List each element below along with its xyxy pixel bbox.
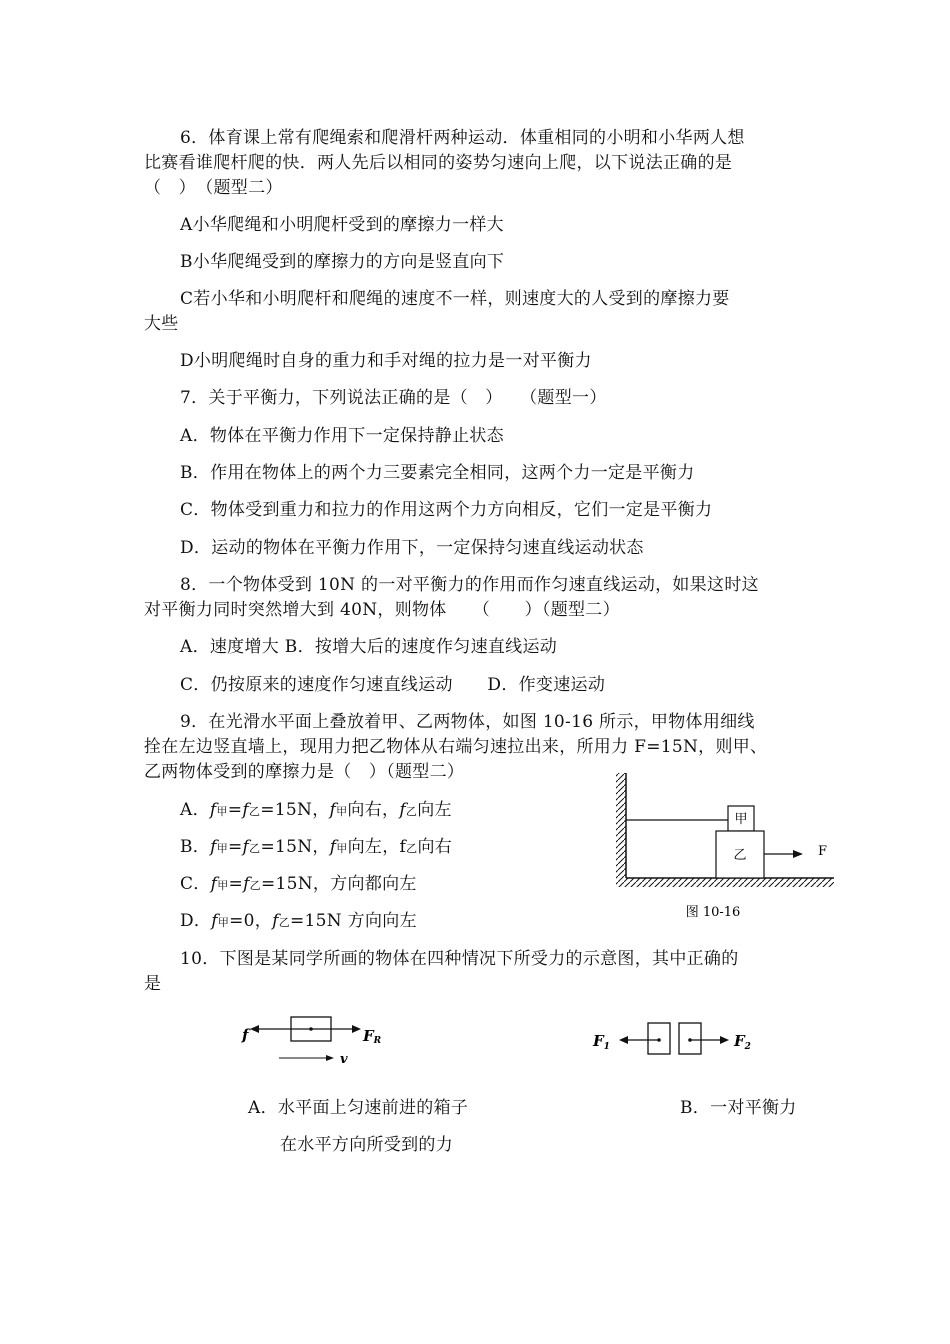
figure-b-F2-label: $F_2$ bbox=[734, 1032, 751, 1052]
q8-options-ab: A．速度增大 B．按增大后的速度作匀速直线运动 bbox=[180, 637, 558, 657]
q7-option-a: A．物体在平衡力作用下一定保持静止状态 bbox=[180, 426, 504, 446]
q7-option-b: B．作用在物体上的两个力三要素完全相同，这两个力一定是平衡力 bbox=[180, 463, 695, 483]
q8-stem-line2: 对平衡力同时突然增大到 40N，则物体 （ ）（题型二） bbox=[144, 600, 620, 620]
figure-caption: 图 10-16 bbox=[685, 905, 741, 920]
q9-option-d: D．f甲=0，f乙=15N 方向向左 bbox=[180, 911, 417, 931]
q10-caption-a-line1: A．水平面上匀速前进的箱子 bbox=[248, 1098, 469, 1118]
q8-options-cd: C．仍按原来的速度作匀速直线运动 D．作变速运动 bbox=[180, 675, 606, 695]
q9-option-c: C．f甲=f乙=15N，方向都向左 bbox=[180, 874, 417, 894]
q6-stem-line2: 比赛看谁爬杆爬的快．两人先后以相同的姿势匀速向上爬，以下说法正确的是 bbox=[144, 153, 733, 173]
q10-caption-b: B．一对平衡力 bbox=[680, 1098, 797, 1118]
q10-caption-a-line2: 在水平方向所受到的力 bbox=[280, 1135, 453, 1155]
q7-stem: 7．关于平衡力，下列说法正确的是（ ） （题型一） bbox=[180, 388, 607, 408]
q10-stem-line1: 10．下图是某同学所画的物体在四种情况下所受力的示意图，其中正确的 bbox=[180, 949, 739, 969]
q9-stem-line2: 拴在左边竖直墙上，现用力把乙物体从右端匀速拉出来，所用力 F=15N，则甲、 bbox=[144, 737, 768, 757]
force-label: F bbox=[818, 844, 828, 859]
figure-b-F1-label: $F_1$ bbox=[593, 1032, 610, 1052]
q9-option-b: B．f甲=f乙=15N，f甲向左，f乙向右 bbox=[180, 837, 453, 857]
q6-stem-line1: 6．体育课上常有爬绳索和爬滑杆两种运动．体重相同的小明和小华两人想 bbox=[180, 128, 745, 148]
q7-option-d: D．运动的物体在平衡力作用下，一定保持匀速直线运动状态 bbox=[180, 538, 644, 558]
q8-stem-line1: 8．一个物体受到 10N 的一对平衡力的作用而作匀速直线运动，如果这时这 bbox=[180, 575, 759, 595]
q6-option-b: B小华爬绳受到的摩擦力的方向是竖直向下 bbox=[180, 252, 505, 272]
q6-option-c-line2: 大些 bbox=[144, 314, 179, 334]
q6-option-a: A小华爬绳和小明爬杆受到的摩擦力一样大 bbox=[180, 215, 504, 235]
q6-stem-line3: （ ） （题型二） bbox=[144, 178, 283, 198]
figure-a-F-label: FR bbox=[363, 1027, 382, 1046]
q9-stem-line3: 乙两物体受到的摩擦力是（ ）（题型二） bbox=[144, 762, 465, 782]
q7-option-c: C．物体受到重力和拉力的作用这两个力方向相反，它们一定是平衡力 bbox=[180, 500, 713, 520]
q9-option-a: A．f甲=f乙=15N，f甲向右，f乙向左 bbox=[180, 800, 452, 820]
q6-option-c-line1: C若小华和小明爬杆和爬绳的速度不一样，则速度大的人受到的摩擦力要 bbox=[180, 289, 730, 309]
block-jia-label: 甲 bbox=[734, 812, 748, 827]
figure-a-f-label: f bbox=[242, 1026, 249, 1044]
q6-option-d: D小明爬绳时自身的重力和手对绳的拉力是一对平衡力 bbox=[180, 351, 592, 371]
block-yi-label: 乙 bbox=[733, 848, 747, 863]
figure-b bbox=[592, 1023, 751, 1054]
q10-stem-line2: 是 bbox=[144, 974, 162, 994]
figure-a bbox=[241, 1017, 382, 1067]
figure-a-v-label: v bbox=[340, 1052, 348, 1067]
q9-stem-line1: 9．在光滑水平面上叠放着甲、乙两物体，如图 10-16 所示，甲物体用细线 bbox=[180, 712, 755, 732]
